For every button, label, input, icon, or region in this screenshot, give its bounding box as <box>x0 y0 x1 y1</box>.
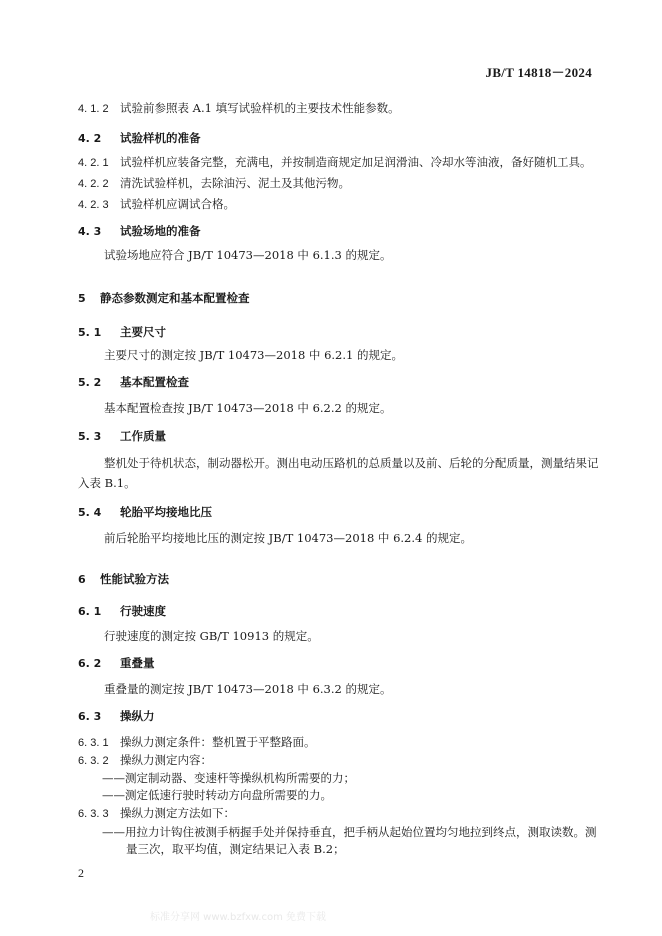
clause-number: 5 <box>78 292 86 305</box>
clause-number: 5. 3 <box>78 430 102 443</box>
body-line <box>78 100 400 117</box>
heading-text: 试验样机的准备 <box>120 131 201 145</box>
clause-number: 5. 4 <box>78 506 102 519</box>
clause-text: 主要尺寸的测定按 JB/T 10473—2018 中 6.2.1 的规定。 <box>104 348 403 362</box>
heading-text: 试验场地的准备 <box>120 224 201 238</box>
body-line <box>102 824 597 840</box>
page-number: 2 <box>78 866 84 880</box>
clause-number: 4. 2. 1 <box>78 157 109 169</box>
clause-text: 试验样机应调试合格。 <box>120 197 235 211</box>
clause-number: 4. 3 <box>78 225 102 238</box>
clause-text: 量三次，取平均值，测定结果记入表 B.2； <box>126 842 345 856</box>
standard-number: JB/T 14818－2024 <box>485 65 592 80</box>
clause-text: 试验前参照表 A.1 填写试验样机的主要技术性能参数。 <box>120 101 400 115</box>
clause-text: 前后轮胎平均接地比压的测定按 JB/T 10473—2018 中 6.2.4 的规定。 <box>104 531 472 545</box>
clause-text: 整机处于待机状态，制动器松开。测出电动压路机的总质量以及前、后轮的分配质量，测量结果记 <box>104 456 599 470</box>
body-line <box>78 154 592 171</box>
heading-text: 性能试验方法 <box>100 572 169 586</box>
clause-text: 操纵力测定内容： <box>120 753 212 767</box>
section-heading <box>78 290 250 307</box>
clause-number: 6. 3. 2 <box>78 755 109 767</box>
clause-text: 试验样机应装备完整，充满电，并按制造商规定加足润滑油、冷却水等油液，备好随机工具。 <box>120 155 592 169</box>
clause-text: ——测定制动器、变速杆等操纵机构所需要的力； <box>102 771 355 785</box>
body-line <box>78 196 235 213</box>
clause-text: 基本配置检查按 JB/T 10473—2018 中 6.2.2 的规定。 <box>104 401 392 415</box>
clause-text: 入表 B.1。 <box>78 476 136 490</box>
clause-number: 5. 2 <box>78 376 102 389</box>
section-heading <box>78 374 189 391</box>
heading-text: 基本配置检查 <box>120 375 189 389</box>
section-heading <box>78 571 169 588</box>
body-line <box>104 400 392 416</box>
section-heading <box>78 324 166 341</box>
clause-text: 试验场地应符合 JB/T 10473—2018 中 6.1.3 的规定。 <box>104 248 392 262</box>
body-line <box>78 752 212 769</box>
section-heading <box>78 708 155 725</box>
watermark-footer: 标准分享网 www.bzfxw.com 免费下载 <box>150 912 326 923</box>
clause-text: 清洗试验样机，去除油污、泥土及其他污物。 <box>120 176 350 190</box>
heading-text: 工作质量 <box>120 429 166 443</box>
body-line <box>102 787 332 803</box>
section-heading <box>78 504 212 521</box>
heading-text: 静态参数测定和基本配置检查 <box>100 291 250 305</box>
heading-text: 操纵力 <box>120 709 155 723</box>
clause-text: 操纵力测定条件：整机置于平整路面。 <box>120 735 316 749</box>
body-line <box>104 530 472 546</box>
body-line <box>104 247 392 263</box>
clause-number: 4. 2 <box>78 132 102 145</box>
clause-number: 6. 1 <box>78 605 102 618</box>
section-heading <box>78 428 166 445</box>
section-heading <box>78 603 166 620</box>
body-line <box>104 681 392 697</box>
body-line <box>102 770 355 786</box>
body-line <box>78 475 136 491</box>
clause-number: 6. 2 <box>78 657 102 670</box>
clause-number: 6 <box>78 573 86 586</box>
clause-number: 4. 1. 2 <box>78 103 109 115</box>
clause-number: 6. 3. 3 <box>78 808 109 820</box>
body-line <box>104 347 403 363</box>
clause-number: 5. 1 <box>78 326 102 339</box>
heading-text: 重叠量 <box>120 656 155 670</box>
section-heading <box>78 130 201 147</box>
clause-text: 重叠量的测定按 JB/T 10473—2018 中 6.3.2 的规定。 <box>104 682 392 696</box>
body-line <box>78 805 235 822</box>
section-heading <box>78 223 201 240</box>
heading-text: 主要尺寸 <box>120 325 166 339</box>
body-line <box>78 175 350 192</box>
clause-number: 4. 2. 2 <box>78 178 109 190</box>
clause-number: 6. 3 <box>78 710 102 723</box>
heading-text: 轮胎平均接地比压 <box>120 505 212 519</box>
body-line <box>104 628 319 644</box>
section-heading <box>78 655 155 672</box>
body-line <box>104 455 599 471</box>
clause-text: 操纵力测定方法如下： <box>120 806 235 820</box>
clause-text: ——测定低速行驶时转动方向盘所需要的力。 <box>102 788 332 802</box>
body-line <box>78 734 316 751</box>
clause-text: ——用拉力计钩住被测手柄握手处并保持垂直，把手柄从起始位置均匀地拉到终点，测取读数。测 <box>102 825 597 839</box>
clause-number: 4. 2. 3 <box>78 199 109 211</box>
body-line <box>126 841 345 857</box>
clause-text: 行驶速度的测定按 GB/T 10913 的规定。 <box>104 629 319 643</box>
clause-number: 6. 3. 1 <box>78 737 109 749</box>
heading-text: 行驶速度 <box>120 604 166 618</box>
